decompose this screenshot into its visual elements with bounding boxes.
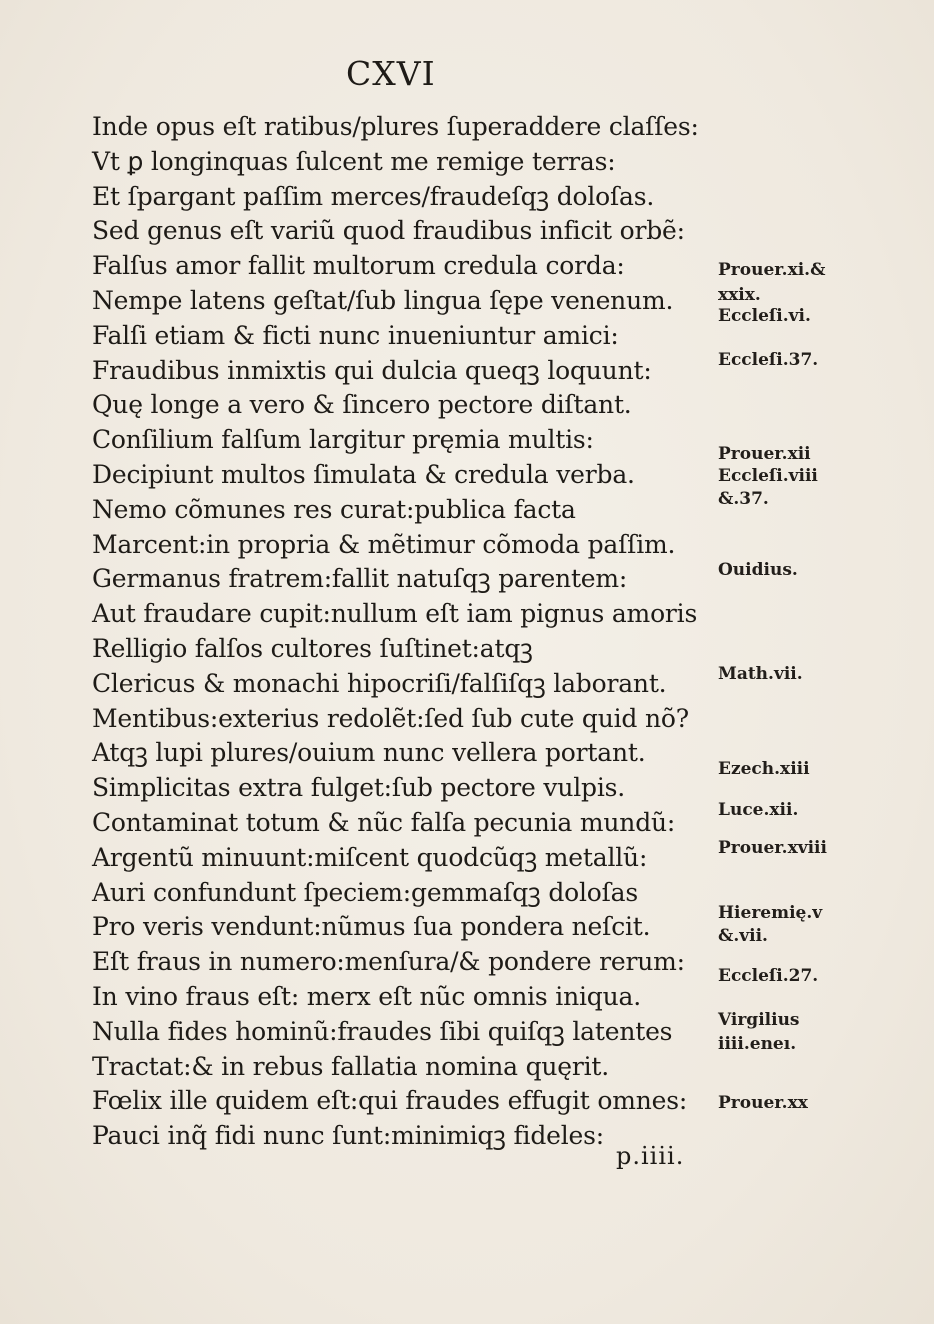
- marginal-note: Eccleſi.27.: [718, 966, 819, 986]
- verse-line: Argentũ minuunt:miſcent quodcũqꝫ metallũ:: [92, 842, 648, 872]
- verse-line: Decipiunt multos ſimulata & credula verba.: [92, 459, 635, 489]
- verse-line: Nulla fides hominũ:fraudes ſibi quiſqꝫ latentes: [92, 1016, 673, 1046]
- marginal-note: Math.vii.: [718, 664, 803, 684]
- verse-line: Falſus amor fallit multorum credula corda:: [92, 251, 625, 281]
- verse-line: Et ſpargant paſſim merces/fraudeſqꝫ doloſas.: [92, 181, 655, 211]
- verse-line: Fœlix ille quidem eſt:qui fraudes effugit omnes:: [92, 1086, 688, 1116]
- marginal-note: Ezech.xiii: [718, 759, 810, 779]
- verse-line: Nempe latens geſtat/ſub lingua ſępe venenum.: [92, 285, 674, 315]
- verse-line: Marcent:in propria & mẽtimur cõmoda paſſim.: [92, 529, 676, 559]
- verse-line: Fraudibus inmixtis qui dulcia queqꝫ loquunt:: [92, 355, 652, 385]
- verse-line: Falſi etiam & ficti nunc inueniuntur amici:: [92, 320, 619, 350]
- verse-line: Relligio falſos cultores ſuſtinet:atqꝫ: [92, 633, 533, 663]
- folio-number: CXVI: [346, 54, 436, 93]
- marginal-note: Ouidius.: [718, 560, 798, 580]
- verse-line: Eſt fraus in numero:menſura/& pondere rerum:: [92, 947, 685, 977]
- verse-text: [92, 110, 699, 1154]
- signature-mark: p.iiii.: [616, 1142, 685, 1170]
- verse-line: Contaminat totum & nũc falſa pecunia mundũ:: [92, 807, 676, 837]
- marginal-note: Luce.xii.: [718, 800, 799, 820]
- marginal-note: Hieremię.v: [718, 903, 823, 923]
- marginal-note: Eccleſi.37.: [718, 350, 819, 370]
- marginal-note: Prouer.xi.&: [718, 260, 826, 280]
- verse-line: Pauci inq̃ fidi nunc ſunt:minimiqꝫ fideles:: [92, 1121, 604, 1151]
- verse-line: Conſilium falſum largitur pręmia multis:: [92, 425, 594, 455]
- verse-line: Mentibus:exterius redolẽt:ſed ſub cute quid nõ?: [92, 703, 689, 733]
- marginal-note: Eccleſi.vi.: [718, 306, 811, 326]
- verse-line: Pro veris vendunt:nũmus ſua pondera neſcit.: [92, 912, 651, 942]
- marginal-note: Prouer.xx: [718, 1093, 808, 1113]
- verse-line: Sed genus eſt variũ quod fraudibus inficit orbẽ:: [92, 216, 685, 246]
- marginal-note: xxix.: [718, 285, 761, 305]
- verse-line: Quę longe a vero & ſincero pectore diſtant.: [92, 390, 632, 420]
- marginal-note: &.37.: [718, 489, 769, 509]
- verse-line: Vt ꝑ longinquas ſulcent me remige terras:: [92, 146, 616, 176]
- verse-line: Atqꝫ lupi plures/ouium nunc vellera portant.: [92, 738, 646, 768]
- verse-line: Simplicitas extra fulget:ſub pectore vulpis.: [92, 773, 625, 803]
- marginal-note: Eccleſi.viii: [718, 466, 818, 486]
- marginal-note: Prouer.xviii: [718, 838, 827, 858]
- marginal-note: Virgilius: [718, 1010, 800, 1030]
- verse-line: Auri confundunt ſpeciem:gemmaſqꝫ doloſas: [92, 877, 639, 907]
- marginal-note: &.vii.: [718, 926, 768, 946]
- marginal-note: iiii.eneı.: [718, 1034, 797, 1054]
- verse-line: In vino fraus eſt: merx eſt nũc omnis iniqua.: [92, 981, 641, 1011]
- marginal-note: Prouer.xii: [718, 444, 811, 464]
- verse-line: Nemo cõmunes res curat:publica facta: [92, 494, 576, 524]
- verse-line: Aut fraudare cupit:nullum eſt iam pignus amoris: [92, 599, 698, 629]
- verse-line: Tractat:& in rebus fallatia nomina quęrit.: [92, 1051, 610, 1081]
- verse-line: Clericus & monachi hipocriſi/falſiſqꝫ laborant.: [92, 668, 667, 698]
- verse-line: Inde opus eſt ratibus/plures ſuperaddere claſſes:: [92, 112, 699, 141]
- verse-line: Germanus fratrem:fallit natuſqꝫ parentem:: [92, 564, 628, 594]
